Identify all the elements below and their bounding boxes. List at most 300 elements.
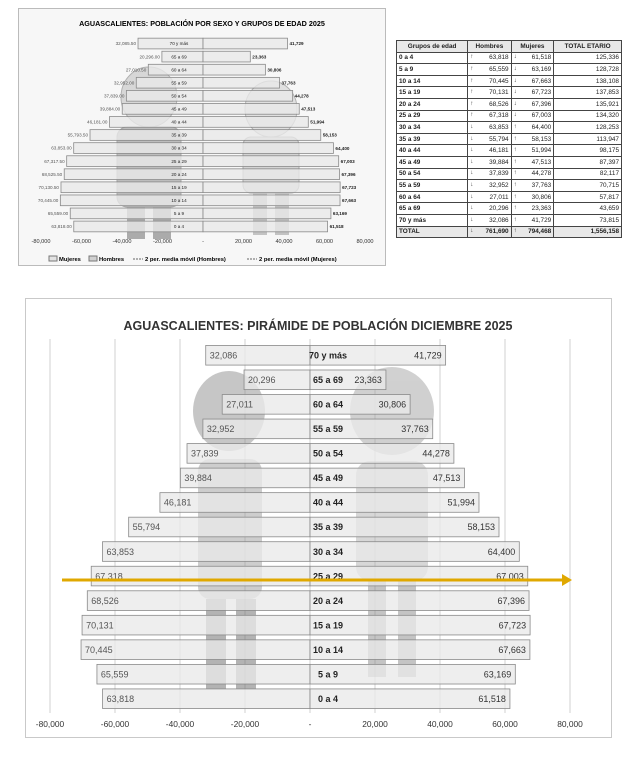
arrow-up-icon: ↑ [513,170,517,177]
cell-group [397,64,468,76]
cell-group-value: TOTAL [399,228,420,236]
table-total-row [397,226,622,238]
cell-total [554,110,622,122]
data-label-hombres: 39,884 [184,473,212,484]
cell-men-value: 65,559 [489,65,509,73]
category-label: 30 a 34 [312,546,344,557]
cell-group [397,203,468,215]
cell-men [468,203,511,215]
x-tick-label: - [202,239,204,245]
arrow-up-icon: ↑ [513,193,517,200]
data-label-mujeres: 63,169 [332,211,347,217]
data-label-mujeres: 61,518 [329,224,344,230]
x-tick-label: -80,000 [31,239,51,245]
cell-group-value: 25 a 29 [399,112,421,120]
cell-group [397,191,468,203]
cell-total [554,98,622,110]
category-label: 10 a 14 [171,197,187,203]
data-label-hombres: 37,839.00 [103,93,125,99]
cell-total [554,180,622,192]
cell-total [554,214,622,226]
table-row [397,133,622,145]
data-label-hombres: 63,853 [106,546,135,557]
cell-women [511,52,554,64]
cell-total-value: 128,728 [595,65,619,73]
cell-men [468,110,511,122]
cell-total [554,52,622,64]
data-label-hombres: 70,445.00 [37,197,59,203]
cell-total [554,133,622,145]
header-grupos: Grupos de edad [397,41,468,53]
data-label-hombres: 27,011 [226,399,254,410]
cell-men-value: 68,526 [489,100,509,108]
bar-mujeres [203,130,321,141]
data-label-hombres: 32,086 [209,350,238,361]
cell-women [511,145,554,157]
cell-total-value: 128,253 [595,123,619,131]
cell-group [397,52,468,64]
bottom-x-axis [36,719,583,729]
x-tick-label: 20,000 [362,719,388,729]
arrow-up-icon: ↑ [470,89,474,96]
header-hombres: Hombres [468,41,511,53]
data-label-mujeres: 64,400 [335,145,350,151]
data-label-hombres: 46,181 [163,497,192,508]
category-label: 5 a 9 [317,669,339,680]
bottom-pyramid-svg [26,299,611,737]
table-row [397,64,622,76]
data-label-mujeres: 47,513 [301,106,316,112]
cell-group [397,122,468,134]
arrow-down-icon: ↓ [470,158,474,165]
cell-group-value: 10 a 14 [399,77,421,85]
bar-hombres [126,90,203,101]
data-label-hombres: 70,445 [85,644,113,655]
arrow-down-icon: ↓ [513,65,517,72]
cell-total-value: 1,556,158 [590,228,619,236]
bar-mujeres [203,90,293,101]
arrow-up-icon: ↑ [470,65,474,72]
cell-total [554,145,622,157]
cell-men [468,180,511,192]
cell-women [511,122,554,134]
arrow-down-icon: ↓ [470,228,474,235]
data-label-mujeres: 67,723 [498,620,527,631]
cell-group-value: 20 a 24 [399,100,421,108]
x-tick-label: -60,000 [72,239,91,245]
arrow-down-icon: ↓ [513,77,517,84]
table-header-row [397,41,622,53]
bar-mujeres [203,143,333,154]
cell-men-value: 39,884 [489,158,509,166]
data-label-hombres: 39,884.00 [99,106,121,112]
cell-men-value: 761,690 [485,228,509,236]
cell-group-value: 30 a 34 [399,123,421,131]
cell-men [468,145,511,157]
arrow-up-icon: ↑ [470,54,474,61]
data-label-hombres: 65,559 [100,669,129,680]
category-label: 10 a 14 [312,644,344,655]
cell-total [554,75,622,87]
top-pyramid-chart [18,8,386,266]
data-label-mujeres: 41,729 [289,41,304,47]
data-label-mujeres: 67,396 [341,171,356,177]
bar-mujeres [203,64,265,75]
x-tick-label: -20,000 [230,719,260,729]
cell-women-value: 67,003 [531,112,552,120]
bar-mujeres [203,195,340,206]
bar-hombres [109,117,203,128]
population-table-panel [396,40,622,240]
data-label-mujeres: 58,153 [322,132,337,138]
arrow-down-icon: ↓ [470,135,474,142]
top-bars-group [38,38,357,232]
bar-hombres [87,591,310,611]
category-label: 0 a 4 [317,693,339,704]
arrow-down-icon: ↓ [470,181,474,188]
category-label: 70 y más [308,350,348,361]
cell-men-value: 63,818 [489,54,509,62]
category-label: 20 a 24 [312,595,344,606]
bar-mujeres [203,182,340,193]
arrow-up-icon: ↑ [513,158,517,165]
data-label-mujeres: 58,153 [467,522,495,533]
header-mujeres: Mujeres [511,41,554,53]
arrow-up-icon: ↑ [470,77,474,84]
cell-men [468,226,511,238]
table-row [397,52,622,64]
cell-women [511,110,554,122]
arrow-down-icon: ↓ [470,205,474,212]
table-row [397,87,622,99]
x-tick-label: 40,000 [275,239,293,245]
data-label-mujeres: 51,994 [310,119,325,125]
category-label: 50 a 54 [171,93,187,99]
cell-men [468,168,511,180]
top-x-axis [32,239,374,245]
cell-men-value: 20,296 [489,205,509,213]
x-tick-label: -60,000 [100,719,130,729]
legend-mujeres: Mujeres [59,257,81,263]
legend-ma-hombres: 2 per. media móvil (Hombres) [145,257,226,263]
cell-group [397,87,468,99]
cell-women-value: 37,763 [531,181,552,189]
data-label-hombres: 63,853.00 [51,145,72,151]
category-label: 35 a 39 [171,132,187,138]
cell-group-value: 35 a 39 [399,135,421,143]
data-label-hombres: 63,818 [106,693,135,704]
cell-group-value: 65 a 69 [399,205,421,213]
cell-men [468,133,511,145]
legend-swatch-hombres [89,256,97,261]
legend-swatch-mujeres [49,256,57,261]
cell-group [397,110,468,122]
data-label-mujeres: 67,396 [497,595,526,606]
data-label-mujeres: 61,518 [478,693,506,704]
cell-total-value: 73,815 [599,216,619,224]
cell-women [511,98,554,110]
cell-group-value: 50 a 54 [399,170,421,178]
data-label-mujeres: 67,663 [498,644,526,655]
data-label-hombres: 67,318 [95,571,123,582]
bottom-chart-title: AGUASCALIENTES: PIRÁMIDE DE POBLACIÓN DICIEMBRE 2025 [123,319,513,333]
cell-women-value: 63,169 [531,65,552,73]
cell-women [511,203,554,215]
category-label: 70 y más [169,41,189,47]
data-label-mujeres: 67,723 [342,184,357,190]
cell-women-value: 64,400 [531,123,552,131]
data-label-hombres: 68,525.50 [41,171,63,177]
data-label-hombres: 65,559.00 [47,211,69,217]
cell-total [554,203,622,215]
cell-total-value: 43,659 [599,205,619,213]
bar-mujeres [203,208,331,219]
cell-group-value: 55 a 59 [399,181,421,189]
category-label: 35 a 39 [312,522,344,533]
cell-group [397,133,468,145]
x-tick-label: -80,000 [35,719,65,729]
arrow-down-icon: ↓ [513,89,517,96]
cell-women-value: 41,729 [531,216,552,224]
cell-men-value: 67,318 [489,112,509,120]
table-row [397,145,622,157]
data-label-hombres: 55,793.50 [67,132,89,138]
cell-women-value: 51,994 [531,147,552,155]
arrow-up-icon: ↑ [513,135,517,142]
cell-total-value: 125,336 [595,54,619,62]
cell-women [511,180,554,192]
data-label-mujeres: 44,278 [422,448,450,459]
cell-total-value: 134,320 [595,112,619,120]
category-label: 25 a 29 [171,158,187,164]
category-label: 45 a 49 [171,106,187,112]
arrow-down-icon: ↓ [513,54,517,61]
data-label-mujeres: 23,363 [354,375,382,386]
cell-women-value: 794,468 [528,228,552,236]
cell-group [397,168,468,180]
cell-group [397,226,468,238]
category-label: 40 a 44 [312,497,344,508]
cell-total [554,87,622,99]
bar-mujeres [203,117,308,128]
x-tick-label: 80,000 [356,239,374,245]
category-label: 30 a 34 [171,145,187,151]
data-label-hombres: 63,818.00 [51,224,72,230]
table-row [397,75,622,87]
bar-mujeres [203,104,299,115]
cell-group-value: 40 a 44 [399,147,421,155]
cell-women [511,214,554,226]
category-label: 15 a 19 [312,620,344,631]
data-label-mujeres: 64,400 [487,546,516,557]
cell-men-value: 70,131 [489,89,509,97]
cell-total [554,122,622,134]
data-label-mujeres: 67,003 [340,158,355,164]
data-label-hombres: 27,010.50 [125,67,147,73]
population-table [396,40,622,238]
cell-group-value: 0 a 4 [399,54,414,62]
legend-hombres: Hombres [99,257,125,263]
cell-total-value: 57,817 [599,193,619,201]
data-label-hombres: 32,085.50 [115,41,137,47]
header-total: TOTAL ETARIO [554,41,622,53]
data-label-mujeres: 37,763 [401,424,429,435]
bar-hombres [82,615,310,635]
arrow-down-icon: ↓ [470,123,474,130]
cell-total-value: 70,715 [599,181,619,189]
cell-women [511,191,554,203]
legend-ma-mujeres: 2 per. media móvil (Mujeres) [259,257,337,263]
cell-group-value: 5 a 9 [399,65,414,73]
cell-women-value: 30,806 [531,193,552,201]
bar-mujeres [203,77,279,88]
cell-total-value: 135,921 [595,100,619,108]
top-chart-title: AGUASCALIENTES: POBLACIÓN POR SEXO Y GRUPOS DE EDAD 2025 [79,19,325,28]
data-label-hombres: 70,131 [86,620,114,631]
cell-men-value: 32,952 [489,181,509,189]
cell-group [397,75,468,87]
arrow-down-icon: ↓ [470,170,474,177]
data-label-mujeres: 51,994 [447,497,475,508]
data-label-mujeres: 44,278 [294,93,309,99]
cell-total [554,191,622,203]
cell-women [511,133,554,145]
x-tick-label: 60,000 [315,239,334,245]
arrow-up-icon: ↑ [470,100,474,107]
cell-group-value: 60 a 64 [399,193,421,201]
cell-total [554,64,622,76]
bar-mujeres [203,169,339,180]
cell-women [511,168,554,180]
arrow-down-icon: ↓ [513,112,517,119]
cell-women [511,87,554,99]
arrow-up-icon: ↑ [513,181,517,188]
arrow-up-icon: ↑ [470,112,474,119]
table-row [397,168,622,180]
top-legend [49,256,337,263]
top-pyramid-svg [19,9,385,265]
cell-women [511,75,554,87]
cell-women [511,156,554,168]
cell-women-value: 47,513 [531,158,552,166]
cell-men [468,52,511,64]
cell-men [468,75,511,87]
cell-women-value: 58,153 [531,135,552,143]
cell-men-value: 70,445 [489,77,509,85]
table-row [397,180,622,192]
cell-women [511,226,554,238]
cell-group-value: 70 y más [399,216,427,224]
category-label: 55 a 59 [312,424,344,435]
data-label-mujeres: 30,806 [267,67,282,73]
data-label-mujeres: 23,363 [252,54,267,60]
arrow-up-icon: ↑ [513,228,517,235]
cell-women [511,64,554,76]
cell-men-value: 46,181 [489,147,509,155]
x-tick-label: 60,000 [492,719,518,729]
cell-men [468,214,511,226]
x-tick-label: - [308,719,312,729]
cell-group [397,145,468,157]
data-label-mujeres: 41,729 [414,350,442,361]
data-label-mujeres: 63,169 [483,669,512,680]
x-tick-label: -20,000 [153,239,172,245]
data-label-hombres: 37,839 [191,448,219,459]
bar-mujeres [203,51,250,62]
arrow-up-icon: ↑ [513,147,517,154]
category-label: 0 a 4 [173,224,185,230]
cell-total-value: 87,397 [599,158,619,166]
data-label-mujeres: 30,806 [378,399,407,410]
arrow-up-icon: ↑ [513,216,517,223]
category-label: 60 a 64 [171,67,187,73]
category-label: 55 a 59 [171,80,187,86]
cell-group [397,156,468,168]
data-label-mujeres: 67,663 [342,198,357,204]
category-label: 25 a 29 [312,571,344,582]
cell-women-value: 67,663 [531,77,552,85]
category-label: 65 a 69 [171,54,187,60]
x-tick-label: -40,000 [112,239,132,245]
cell-men [468,64,511,76]
data-label-hombres: 32,952.00 [113,80,135,86]
bar-hombres [91,566,310,586]
data-label-hombres: 68,526 [91,595,119,606]
table-row [397,110,622,122]
cell-total-value: 82,117 [599,170,619,178]
cell-men [468,87,511,99]
cell-total-value: 113,947 [596,135,619,143]
arrow-up-icon: ↑ [513,123,517,130]
table-row [397,191,622,203]
cell-men [468,98,511,110]
data-label-hombres: 32,952 [206,424,235,435]
arrow-down-icon: ↓ [470,147,474,154]
bar-mujeres [203,156,339,167]
table-row [397,156,622,168]
cell-men-value: 27,011 [489,193,509,201]
data-label-mujeres: 67,003 [496,571,524,582]
category-label: 5 a 9 [173,211,185,217]
table-row [397,122,622,134]
arrow-down-icon: ↓ [470,216,474,223]
data-label-mujeres: 37,763 [281,80,296,86]
cell-men [468,122,511,134]
bar-hombres [122,104,203,115]
bar-hombres [97,664,310,684]
cell-women-value: 61,518 [531,54,552,62]
category-label: 60 a 64 [312,399,344,410]
cell-group [397,180,468,192]
cell-women-value: 67,723 [531,89,552,97]
data-label-hombres: 55,794 [132,522,161,533]
cell-total [554,156,622,168]
arrow-down-icon: ↓ [470,193,474,200]
cell-men-value: 63,853 [489,123,509,131]
bar-mujeres [203,221,328,232]
cell-total [554,168,622,180]
cell-total-value: 138,108 [595,77,619,85]
x-tick-label: -40,000 [165,719,195,729]
table-row [397,203,622,215]
cell-group-value: 15 a 19 [399,89,421,97]
table-body [397,52,622,238]
table-row [397,214,622,226]
cell-men [468,191,511,203]
bottom-bars-group [81,345,530,708]
cell-group-value: 45 a 49 [399,158,421,166]
category-label: 45 a 49 [312,473,344,484]
